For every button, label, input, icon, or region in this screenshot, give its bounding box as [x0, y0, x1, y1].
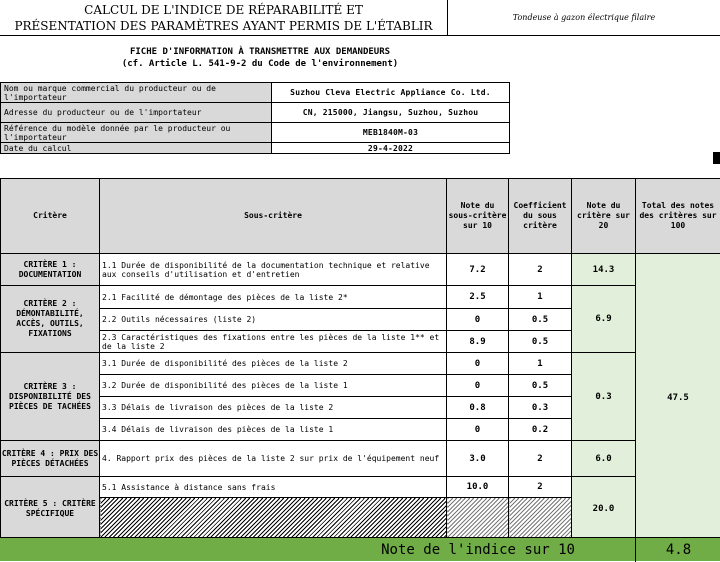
- criterion-3-score: 0.3: [572, 353, 636, 441]
- table-row: [1, 441, 720, 477]
- criterion-4-score: 6.0: [572, 441, 636, 477]
- sub-criterion-label: 3.1 Durée de disponibilité des pièces de la liste 2: [100, 353, 447, 375]
- product-type: Tondeuse à gazon électrique filaire: [448, 0, 720, 36]
- header-critere: Critère: [1, 179, 100, 254]
- table-row: [1, 286, 720, 309]
- index-label: Note de l'indice sur 10: [0, 538, 635, 562]
- table-row: [1, 353, 720, 375]
- sub-criterion-coef: 0.5: [509, 375, 572, 397]
- criterion-2-score: 6.9: [572, 286, 636, 353]
- sub-criterion-note: 0: [447, 309, 509, 331]
- header-coefficient: Coefficient du sous critère: [509, 179, 572, 254]
- repairability-index-bar: [0, 537, 720, 561]
- sub-criterion-coef: 0.5: [509, 331, 572, 353]
- fiche-heading: [0, 46, 520, 70]
- sub-criterion-label: 1.1 Durée de disponibilité de la documentation technique et relative aux conseils d'utilisation et d'entretien: [100, 254, 447, 286]
- table-row: [1, 254, 720, 286]
- cell-marker: [713, 152, 720, 164]
- info-value: CN, 215000, Jiangsu, Suzhou, Suzhou: [272, 103, 510, 123]
- sub-criterion-note: 7.2: [447, 254, 509, 286]
- sub-criterion-note: 3.0: [447, 441, 509, 477]
- criterion-4-name: CRITÈRE 4 : PRIX DES PIÈCES DÉTACHÉES: [1, 441, 100, 477]
- info-row-address: [1, 103, 510, 123]
- score-table-wrapper: [0, 178, 720, 542]
- header-note-critere: Note du critère sur 20: [572, 179, 636, 254]
- header-total: Total des notes des critères sur 100: [636, 179, 720, 254]
- info-row-date: [1, 143, 510, 154]
- document-title: [0, 0, 448, 36]
- sub-criterion-coef: 0.3: [509, 397, 572, 419]
- sub-criterion-note: 8.9: [447, 331, 509, 353]
- info-value: MEB1840M-03: [272, 123, 510, 143]
- sub-criterion-label: 4. Rapport prix des pièces de la liste 2 sur prix de l'équipement neuf: [100, 441, 447, 477]
- title-line-1: CALCUL DE L'INDICE DE RÉPARABILITÉ ET: [0, 2, 447, 18]
- hatched-cell: [509, 498, 572, 542]
- info-label: Référence du modèle donnée par le producteur ou l'importateur: [1, 123, 272, 143]
- hatched-cell: [447, 498, 509, 542]
- sub-criterion-note: 0: [447, 375, 509, 397]
- info-row-producer: [1, 83, 510, 103]
- sub-criterion-coef: 2: [509, 254, 572, 286]
- sub-criterion-label: 3.2 Durée de disponibilité des pièces de la liste 1: [100, 375, 447, 397]
- sub-criterion-note: 2.5: [447, 286, 509, 309]
- criterion-3-name: CRITÈRE 3 : DISPONIBILITÉ DES PIÈCES DE TACHÉES: [1, 353, 100, 441]
- producer-info-table: [0, 82, 510, 154]
- sub-criterion-note: 0: [447, 419, 509, 441]
- title-line-2: PRÉSENTATION DES PARAMÈTRES AYANT PERMIS DE L'ÉTABLIR: [0, 18, 447, 34]
- header-note-sous: Note du sous-critère sur 10: [447, 179, 509, 254]
- sub-criterion-coef: 1: [509, 286, 572, 309]
- info-row-reference: [1, 123, 510, 143]
- sub-criterion-coef: 2: [509, 441, 572, 477]
- hatched-cell: [100, 498, 447, 542]
- sub-criterion-note: 10.0: [447, 477, 509, 498]
- info-label: Nom ou marque commercial du producteur ou de l'importateur: [1, 83, 272, 103]
- fiche-line-2: (cf. Article L. 541-9-2 du Code de l'environnement): [0, 58, 520, 70]
- sub-criterion-coef: 0.2: [509, 419, 572, 441]
- table-header-row: [1, 179, 720, 254]
- header-sous-critere: Sous-critère: [100, 179, 447, 254]
- sub-criterion-label: 2.1 Facilité de démontage des pièces de la liste 2*: [100, 286, 447, 309]
- sub-criterion-label: 3.3 Délais de livraison des pièces de la liste 2: [100, 397, 447, 419]
- fiche-line-1: FICHE D'INFORMATION À TRANSMETTRE AUX DEMANDEURS: [0, 46, 520, 58]
- index-value: 4.8: [635, 538, 720, 562]
- info-value: Suzhou Cleva Electric Appliance Co. Ltd.: [272, 83, 510, 103]
- sub-criterion-note: 0.8: [447, 397, 509, 419]
- sub-criterion-label: 3.4 Délais de livraison des pièces de la liste 1: [100, 419, 447, 441]
- table-row: [1, 477, 720, 498]
- sub-criterion-coef: 1: [509, 353, 572, 375]
- criterion-5-name: CRITÈRE 5 : CRITÈRE SPÉCIFIQUE: [1, 477, 100, 542]
- score-table: [0, 178, 720, 542]
- sub-criterion-label: 2.2 Outils nécessaires (liste 2): [100, 309, 447, 331]
- sub-criterion-label: 2.3 Caractéristiques des fixations entre les pièces de la liste 1** et de la liste 2: [100, 331, 447, 353]
- info-label: Date du calcul: [1, 143, 272, 154]
- sub-criterion-label: 5.1 Assistance à distance sans frais: [100, 477, 447, 498]
- sub-criterion-coef: 2: [509, 477, 572, 498]
- criterion-1-score: 14.3: [572, 254, 636, 286]
- criterion-2-name: CRITÈRE 2 : DÉMONTABILITÉ, ACCÈS, OUTILS, FIXATIONS: [1, 286, 100, 353]
- info-value: 29-4-2022: [272, 143, 510, 154]
- sub-criterion-coef: 0.5: [509, 309, 572, 331]
- info-label: Adresse du producteur ou de l'importateur: [1, 103, 272, 123]
- criterion-5-score: 20.0: [572, 477, 636, 542]
- sub-criterion-note: 0: [447, 353, 509, 375]
- criterion-1-name: CRITÈRE 1 : DOCUMENTATION: [1, 254, 100, 286]
- total-score: 47.5: [636, 254, 720, 542]
